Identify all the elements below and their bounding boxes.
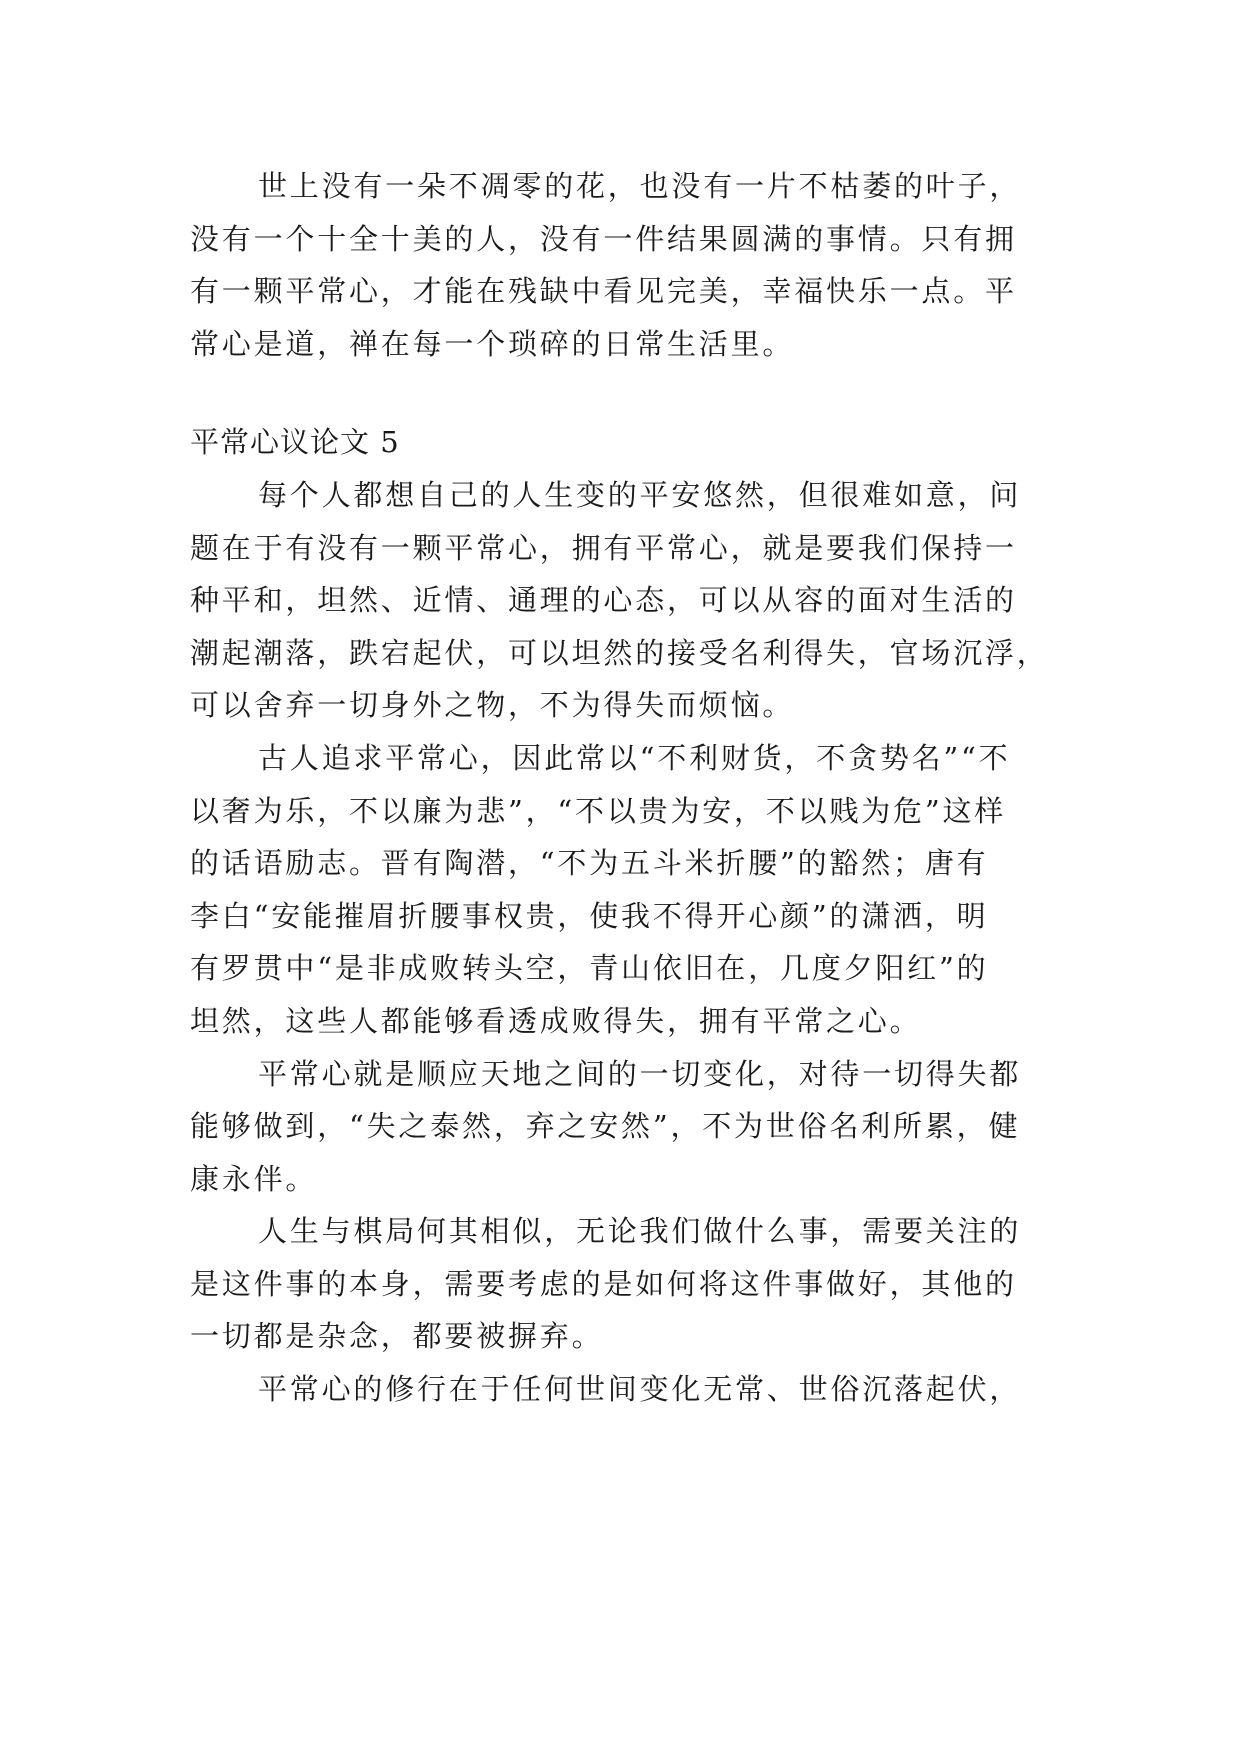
text-line: 平常心就是顺应天地之间的一切变化，对待一切得失都: [258, 1056, 1022, 1091]
paragraph: [190, 732, 1060, 1048]
text-line: 没有一个十全十美的人，没有一件结果圆满的事情。只有拥: [190, 221, 1017, 256]
paragraph: [190, 469, 1060, 732]
text-line: 题在于有没有一颗平常心，拥有平常心，就是要我们保持一: [190, 530, 1017, 565]
section-heading: 平常心议论文 5: [190, 425, 400, 460]
paragraph: [190, 1205, 1060, 1363]
text-line: 可以舍弃一切身外之物，不为得失而烦恼。: [190, 688, 795, 723]
text-line: 坦然，这些人都能够看透成败得失，拥有平常之心。: [190, 1003, 922, 1038]
text-line: 有一颗平常心，才能在残缺中看见完美，幸福快乐一点。平: [190, 274, 1017, 309]
text-line: 李白“安能摧眉折腰事权贵，使我不得开心颜”的潇洒，明: [190, 898, 989, 933]
text-line: 平常心的修行在于任何世间变化无常、世俗沉落起伏，: [258, 1372, 1022, 1407]
text-line: 以奢为乐，不以廉为悲”，“不以贵为安，不以贱为危”这样: [190, 793, 1007, 828]
text-line: 康永伴。: [190, 1161, 318, 1196]
paragraph: [190, 160, 1060, 370]
text-line: 有罗贯中“是非成败转头空，青山依旧在，几度夕阳红”的: [190, 951, 989, 986]
text-line: 世上没有一朵不凋零的花，也没有一片不枯萎的叶子，: [258, 169, 1022, 203]
text-line: 的话语励志。晋有陶潜，“不为五斗米折腰”的豁然；唐有: [190, 846, 989, 881]
paragraph: [190, 1048, 1060, 1206]
text-line: 常心是道，禅在每一个琐碎的日常生活里。: [190, 326, 795, 361]
text-line: 每个人都想自己的人生变的平安悠然，但很难如意，问: [258, 477, 1022, 512]
paragraph: [190, 1363, 1060, 1416]
text-line: 能够做到，“失之泰然，弃之安然”，不为世俗名利所累，健: [190, 1109, 1021, 1144]
text-line: 古人追求平常心，因此常以“不利财货，不贪势名”“不: [258, 740, 1011, 775]
text-line: 种平和，坦然、近情、通理的心态，可以从容的面对生活的: [190, 583, 1017, 618]
document-body: [190, 160, 1060, 1416]
text-line: 一切都是杂念，都要被摒弃。: [190, 1319, 604, 1354]
text-line: 是这件事的本身，需要考虑的是如何将这件事做好，其他的: [190, 1266, 1017, 1301]
text-line: 潮起潮落，跌宕起伏，可以坦然的接受名利得失，官场沉浮，: [190, 635, 1049, 670]
text-line: 人生与棋局何其相似，无论我们做什么事，需要关注的: [258, 1214, 1022, 1249]
